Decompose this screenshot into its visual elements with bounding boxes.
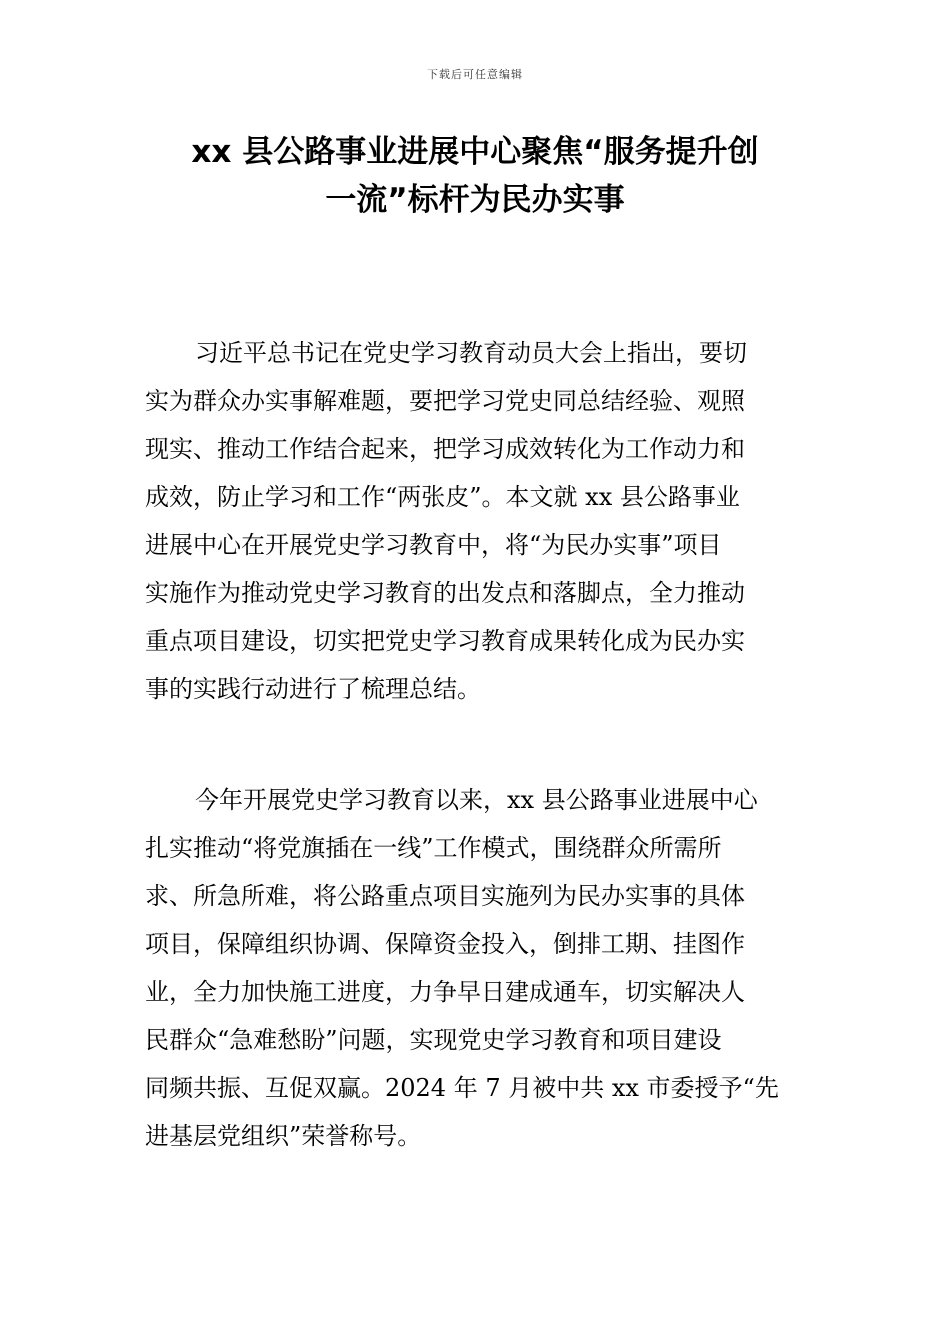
paragraph-line: 同频共振、互促双赢。2024 年 7 月被中共 xx 市委授予“先 <box>145 1074 779 1102</box>
paragraph-line: 现实、推动工作结合起来，把学习成效转化为工作动力和 <box>145 435 745 463</box>
body-paragraph <box>145 329 810 713</box>
paragraph-line: 扎实推动“将党旗插在一线”工作模式，围绕群众所需所 <box>145 834 722 862</box>
document-title <box>120 128 830 224</box>
body-paragraph <box>145 776 810 1160</box>
paragraph-line: 实为群众办实事解难题，要把学习党史同总结经验、观照 <box>145 387 745 415</box>
paragraph-line: 成效，防止学习和工作“两张皮”。本文就 xx 县公路事业 <box>145 483 740 511</box>
paragraph-line: 项目，保障组织协调、保障资金投入，倒排工期、挂图作 <box>145 930 745 958</box>
paragraph-line: 今年开展党史学习教育以来，xx 县公路事业进展中心 <box>195 786 758 814</box>
title-line: xx 县公路事业进展中心聚焦“服务提升创 <box>191 134 759 170</box>
paragraph-line: 进展中心在开展党史学习教育中，将“为民办实事”项目 <box>145 531 722 559</box>
paragraph-line: 习近平总书记在党史学习教育动员大会上指出，要切 <box>195 339 747 367</box>
paragraph-line: 求、所急所难，将公路重点项目实施列为民办实事的具体 <box>145 882 745 910</box>
paragraph-line: 实施作为推动党史学习教育的出发点和落脚点，全力推动 <box>145 579 745 607</box>
paragraph-line: 进基层党组织”荣誉称号。 <box>145 1122 422 1150</box>
paragraph-line: 民群众“急难愁盼”问题，实现党史学习教育和项目建设 <box>145 1026 722 1054</box>
paragraph-line: 事的实践行动进行了梳理总结。 <box>145 675 481 703</box>
header-note: 下载后可任意编辑 <box>427 68 523 81</box>
title-line: 一流”标杆为民办实事 <box>325 182 625 218</box>
paragraph-line: 业，全力加快施工进度，力争早日建成通车，切实解决人 <box>145 978 745 1006</box>
paragraph-line: 重点项目建设，切实把党史学习教育成果转化成为民办实 <box>145 627 745 655</box>
